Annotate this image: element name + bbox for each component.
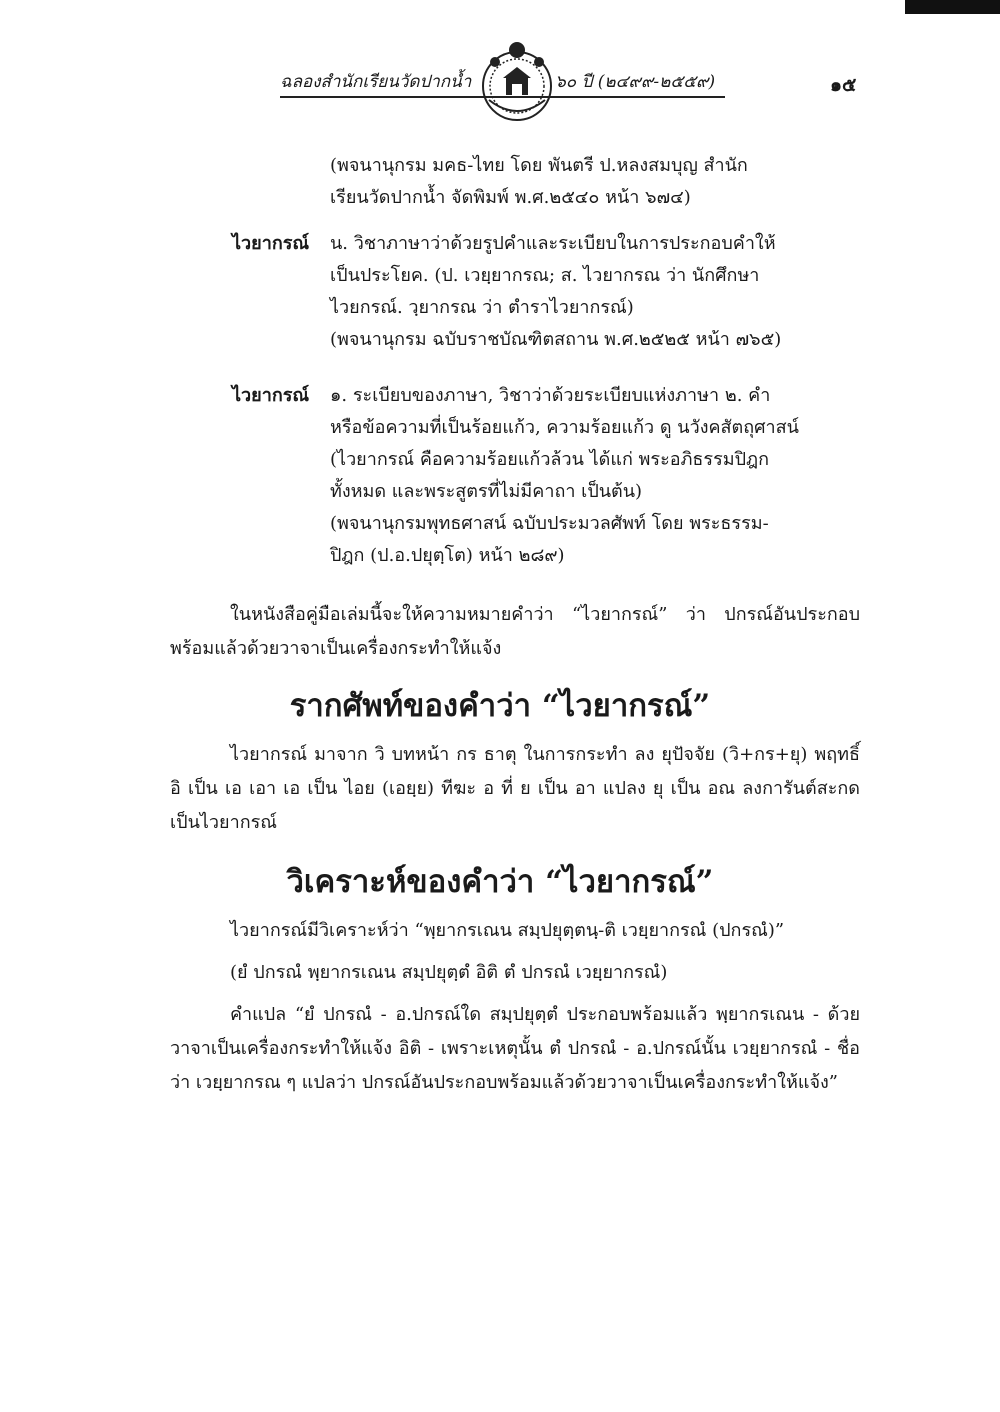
definition-line: เรียนวัดปากน้ำ จัดพิมพ์ พ.ศ.๒๕๔๐ หน้า ๖๗๔)	[330, 187, 691, 208]
translation-paragraph: คำแปล “ยํ ปกรณํ - อ.ปกรณ์ใด สมฺปยุตฺตํ ประกอบพร้อมแล้ว พฺยากรเณน - ด้วยวาจาเป็นเครื่องกระทำให้แจ้ง อิติ - เพราะเหตุนั้น ตํ ปกรณํ - อ.ปกรณ์นั้น เวยฺยากรณํ - ชื่อว่า เวยฺยากรณ ๆ แปลว่า ปกรณ์อันประกอบพร้อมแล้วด้วยวาจาเป็นเครื่องกระทำให้แจ้ง”	[170, 1004, 860, 1093]
section-heading-analysis: วิเคราะห์ของคำว่า “ไวยากรณ์”	[286, 864, 714, 900]
page-header	[280, 40, 870, 120]
definition-source: ปิฎก (ป.อ.ปยุตฺโต) หน้า ๒๘๙)	[330, 545, 565, 566]
section-heading-root: รากศัพท์ของคำว่า “ไวยากรณ์”	[289, 688, 711, 724]
definition-source: (พจนานุกรมพุทธศาสน์ ฉบับประมวลศัพท์ โดย พระธรรม-	[330, 513, 769, 534]
analysis-line: ไวยากรณ์มีวิเคราะห์ว่า “พฺยากรเณน สมฺปยุตฺตนฺ-ติ เวยฺยากรณํ (ปกรณํ)”	[230, 920, 785, 941]
definition-line: น. วิชาภาษาว่าด้วยรูปคำและระเบียบในการประกอบคำให้	[330, 233, 776, 254]
definition-line: (พจนานุกรม มคธ-ไทย โดย พันตรี ป.หลงสมบุญ สำนัก	[330, 155, 748, 176]
temple-seal-logo	[475, 40, 559, 124]
definition-entry	[330, 150, 950, 214]
header-rule	[280, 96, 725, 98]
definition-line: หรือข้อความที่เป็นร้อยแก้ว, ความร้อยแก้ว ดู นวังคสัตถุศาสน์	[330, 417, 799, 438]
definition-line: ไวยกรณ์. วฺยากรณ ว่า ตำราไวยากรณ์)	[330, 297, 634, 318]
intro-paragraph: ในหนังสือคู่มือเล่มนี้จะให้ความหมายคำว่า “ไวยากรณ์” ว่า ปกรณ์อันประกอบพร้อมแล้วด้วยวาจาเป็นเครื่องกระทำให้แจ้ง	[170, 604, 860, 659]
definition-line: ๑. ระเบียบของภาษา, วิชาว่าด้วยระเบียบแห่งภาษา ๒. คำ	[330, 385, 771, 406]
definition-term: ไวยากรณ์	[232, 385, 310, 406]
analysis-line: (ยํ ปกรณํ พฺยากรเณน สมฺปยุตฺตํ อิติ ตํ ปกรณํ เวยฺยากรณํ)	[230, 962, 668, 983]
root-paragraph: ไวยากรณ์ มาจาก วิ บทหน้า กร ธาตุ ในการกระทำ ลง ยุปัจจัย (วิ+กร+ยุ) พฤทธิ์ อิ เป็น เอ เอา เอ เป็น ไอย (เอยฺย) ทีฆะ อ ที่ ย เป็น อา แปลง ยุ เป็น อณ ลงการันต์สะกด เป็นไวยากรณ์	[170, 744, 860, 833]
anniversary-label: ๖๐ ปี (๒๔๙๙-๒๕๕๙)	[555, 72, 716, 92]
definition-line: (ไวยากรณ์ คือความร้อยแก้วล้วน ได้แก่ พระอภิธรรมปิฎก	[330, 449, 770, 470]
running-title: ฉลองสำนักเรียนวัดปากน้ำ	[280, 72, 472, 92]
definition-entry	[330, 380, 950, 572]
definition-source: (พจนานุกรม ฉบับราชบัณฑิตสถาน พ.ศ.๒๕๒๕ หน้า ๗๖๕)	[330, 329, 782, 350]
definition-entry	[330, 228, 950, 356]
definition-line: เป็นประโยค. (ป. เวยฺยากรณ; ส. ไวยากรณ ว่า นักศึกษา	[330, 265, 760, 286]
definition-line: ทั้งหมด และพระสูตรที่ไม่มีคาถา เป็นต้น)	[330, 481, 643, 502]
page-number: ๑๕	[830, 74, 857, 96]
definition-term: ไวยากรณ์	[232, 233, 310, 254]
scan-corner-mark	[905, 0, 1000, 14]
